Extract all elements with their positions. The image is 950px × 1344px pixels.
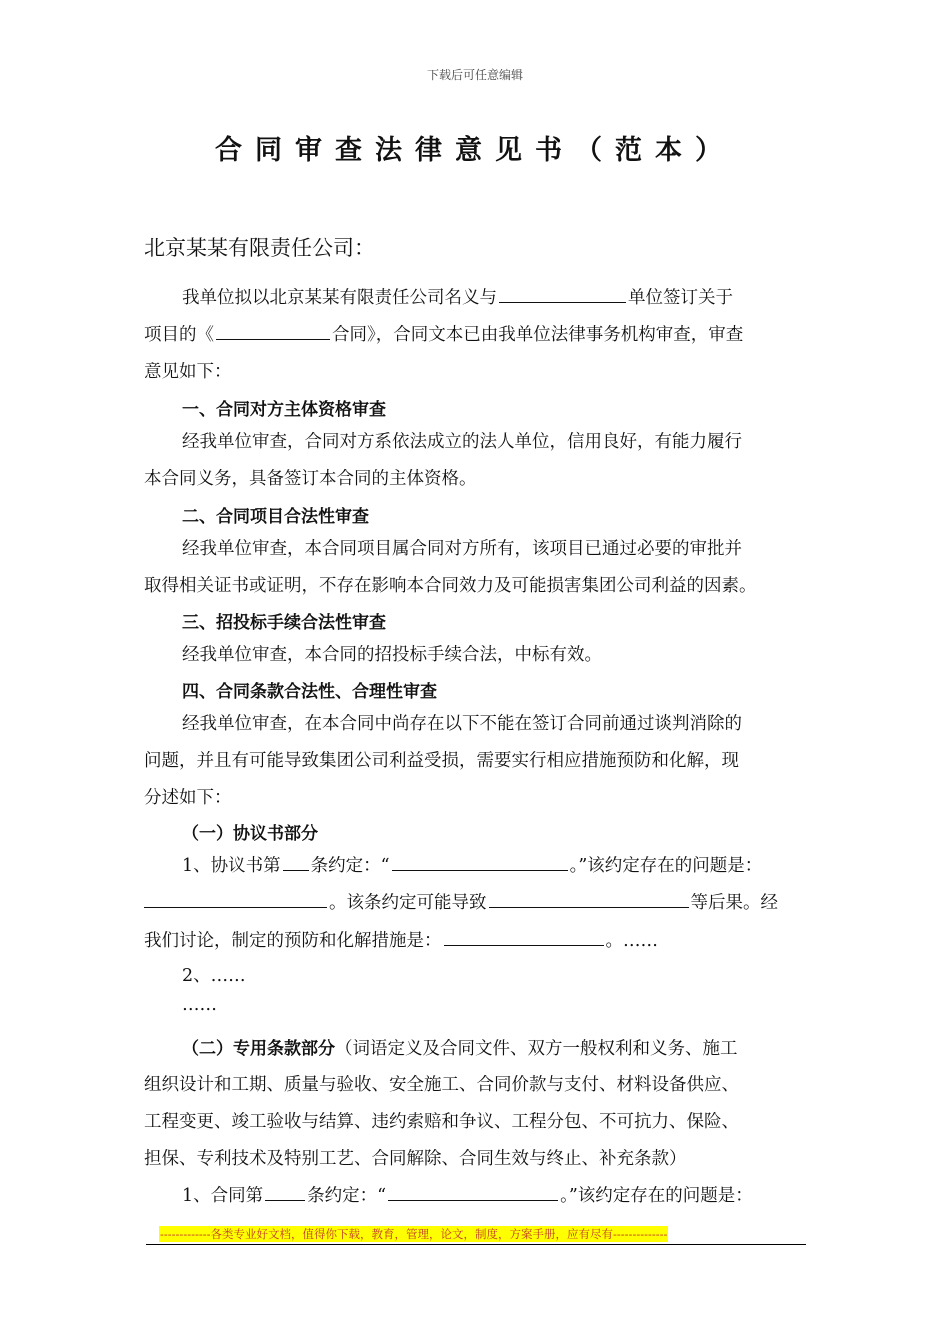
item-text: 。”该约定存在的问题是： [569,856,763,876]
subsection-1-ellipsis: …… [182,995,217,1015]
addressee: 北京某某有限责任公司： [144,236,375,260]
section-2-heading: 二、合同项目合法性审查 [182,507,369,527]
section-3-line-1: 经我单位审查，本合同的招投标手续合法，中标有效。 [182,645,602,665]
item-text: 1、协议书第 [182,856,281,876]
section-2-line-2: 取得相关证书或证明，不存在影响本合同效力及可能损害集团公司利益的因素。 [144,576,757,596]
section-1-line-1: 经我单位审查，合同对方系依法成立的法人单位，信用良好，有能力履行 [182,432,742,452]
fill-blank [499,285,626,303]
item-text: 1、合同第 [182,1186,264,1206]
footer-divider [146,1244,806,1245]
subsection-1-item-1-line-2 [144,889,778,914]
subsection-2-line-1 [182,1034,738,1060]
item-text: 。…… [605,931,658,951]
fill-blank [283,853,309,871]
subsection-2-heading: （二）专用条款部分 [182,1039,335,1059]
intro-text: 合同》，合同文本已由我单位法律事务机构审查，审查 [332,325,744,345]
fill-blank [265,1183,305,1201]
fill-blank [489,890,689,908]
subsection-2-desc: （词语定义及合同文件、双方一般权利和义务、施工 [335,1039,738,1059]
footer-banner: -------------各类专业好文档，值得你下载，教育，管理，论文，制度，方案手册，应有尽有-------------- [160,1227,668,1241]
subsection-1-item-2: 2、…… [182,966,246,986]
subsection-1-item-1-line-1 [182,852,762,877]
section-2-line-1: 经我单位审查，本合同项目属合同对方所有，该项目已通过必要的审批并 [182,539,742,559]
item-text: 条约定：“ [310,856,390,876]
item-text: 等后果。经 [690,893,778,913]
subsection-2-item-1 [182,1182,753,1207]
section-4-line-2: 问题，并且有可能导致集团公司利益受损，需要实行相应措施预防和化解，现 [144,751,739,771]
intro-line-3: 意见如下： [144,362,232,382]
fill-blank [144,890,327,908]
intro-line-1 [182,284,733,309]
item-text: 我们讨论，制定的预防和化解措施是： [144,931,442,951]
section-3-heading: 三、招投标手续合法性审查 [182,613,386,633]
section-4-heading: 四、合同条款合法性、合理性审查 [182,682,437,702]
intro-text: 我单位拟以北京某某有限责任公司名义与 [182,288,497,308]
section-1-heading: 一、合同对方主体资格审查 [182,400,386,420]
section-1-line-2: 本合同义务，具备签订本合同的主体资格。 [144,469,477,489]
subsection-2-line-2: 组织设计和工期、质量与验收、安全施工、合同价款与支付、材料设备供应、 [144,1075,739,1095]
subsection-2-line-3: 工程变更、竣工验收与结算、违约索赔和争议、工程分包、不可抗力、保险、 [144,1112,739,1132]
fill-blank [444,928,604,946]
fill-blank [388,1183,558,1201]
section-4-line-3: 分述如下： [144,788,232,808]
document-title: 合同审查法律意见书（范本） [215,135,735,166]
item-text: 。”该约定存在的问题是： [560,1186,753,1206]
header-note: 下载后可任意编辑 [426,68,523,82]
subsection-1-heading: （一）协议书部分 [182,824,318,844]
item-text: 。该条约定可能导致 [329,893,487,913]
intro-text: 单位签订关于 [628,288,733,308]
intro-text: 项目的《 [144,325,214,345]
intro-line-2 [144,321,743,346]
fill-blank [216,322,330,340]
fill-blank [392,853,568,871]
subsection-1-item-1-line-3 [144,927,658,952]
subsection-2-line-4: 担保、专利技术及特别工艺、合同解除、合同生效与终止、补充条款） [144,1149,687,1169]
section-4-line-1: 经我单位审查，在本合同中尚存在以下不能在签订合同前通过谈判消除的 [182,714,742,734]
item-text: 条约定：“ [307,1186,387,1206]
